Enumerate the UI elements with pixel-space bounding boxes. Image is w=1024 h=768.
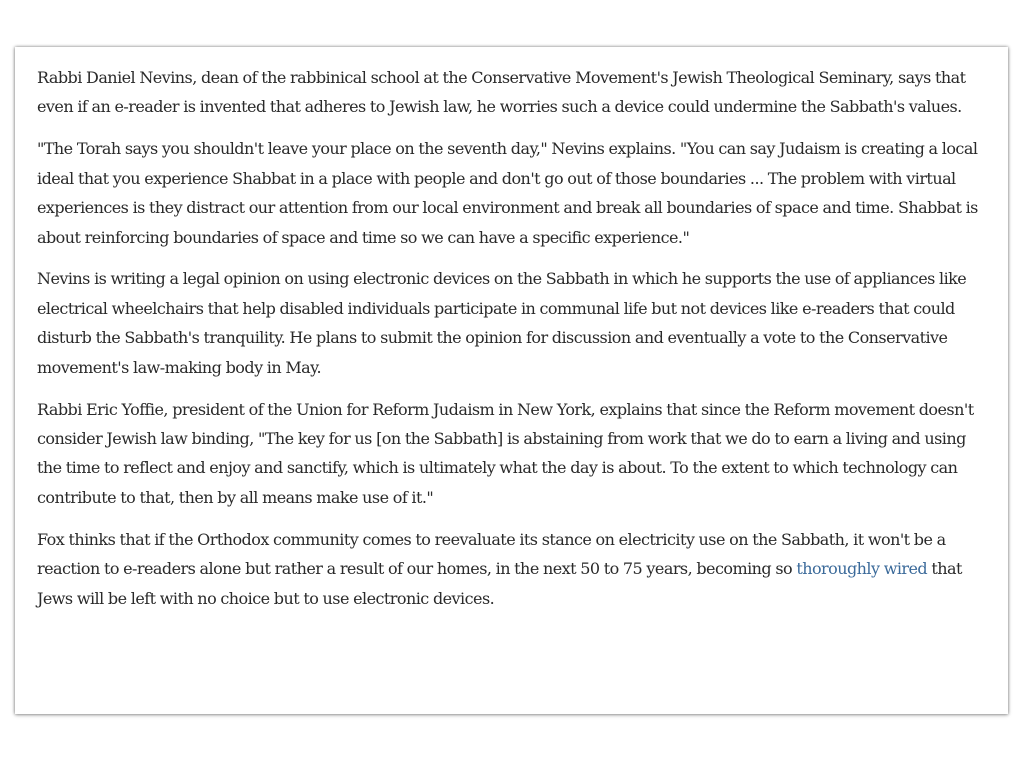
paragraph-1: Rabbi Daniel Nevins, dean of the rabbinical school at the Conservative Movement's Jewish Theological Seminary, says that even if an e-reader is invented that adheres to Jewish law, he worries such a device could undermine the Sabbath's values. [37,68,966,117]
paragraph-5-text-after: that Jews will be left with no choice but to use electronic devices. [37,559,962,608]
paragraph-4: Rabbi Eric Yoffie, president of the Union for Reform Judaism in New York, explains that since the Reform movement doesn't consider Jewish law binding, "The key for us [on the Sabbath] is abstaining from work that we do to earn a living and using the time to reflect and enjoy and sanctify, which is ultimately what the day is about. To the extent to which technology can contribute to that, then by all means make use of it." [37,399,974,507]
paragraph-2: "The Torah says you shouldn't leave your place on the seventh day," Nevins explains. "You can say Judaism is creating a local ideal that you experience Shabbat in a place with people and don't go out of those boundaries ... The problem with virtual experiences is they distract our attention from our local environment and break all boundaries of space and time. Shabbat is about reinforcing boundaries of space and time so we can have a specific experience." [37,139,978,247]
article-page [15,47,1008,714]
thoroughly-wired-link[interactable]: thoroughly wired [796,559,928,579]
paragraph-3: Nevins is writing a legal opinion on using electronic devices on the Sabbath in which he supports the use of appliances like electrical wheelchairs that help disabled individuals participate in communal life but not devices like e-readers that could disturb the Sabbath's tranquility. He plans to submit the opinion for discussion and eventually a vote to the Conservative movement's law-making body in May. [37,269,967,377]
paragraph-5 [37,525,984,613]
paragraph-5-text-before: Fox thinks that if the Orthodox community comes to reevaluate its stance on electricity use on the Sabbath, it won't be a reaction to e-readers alone but rather a result of our homes, in the next 50 to 75 years, becoming so [37,529,946,579]
